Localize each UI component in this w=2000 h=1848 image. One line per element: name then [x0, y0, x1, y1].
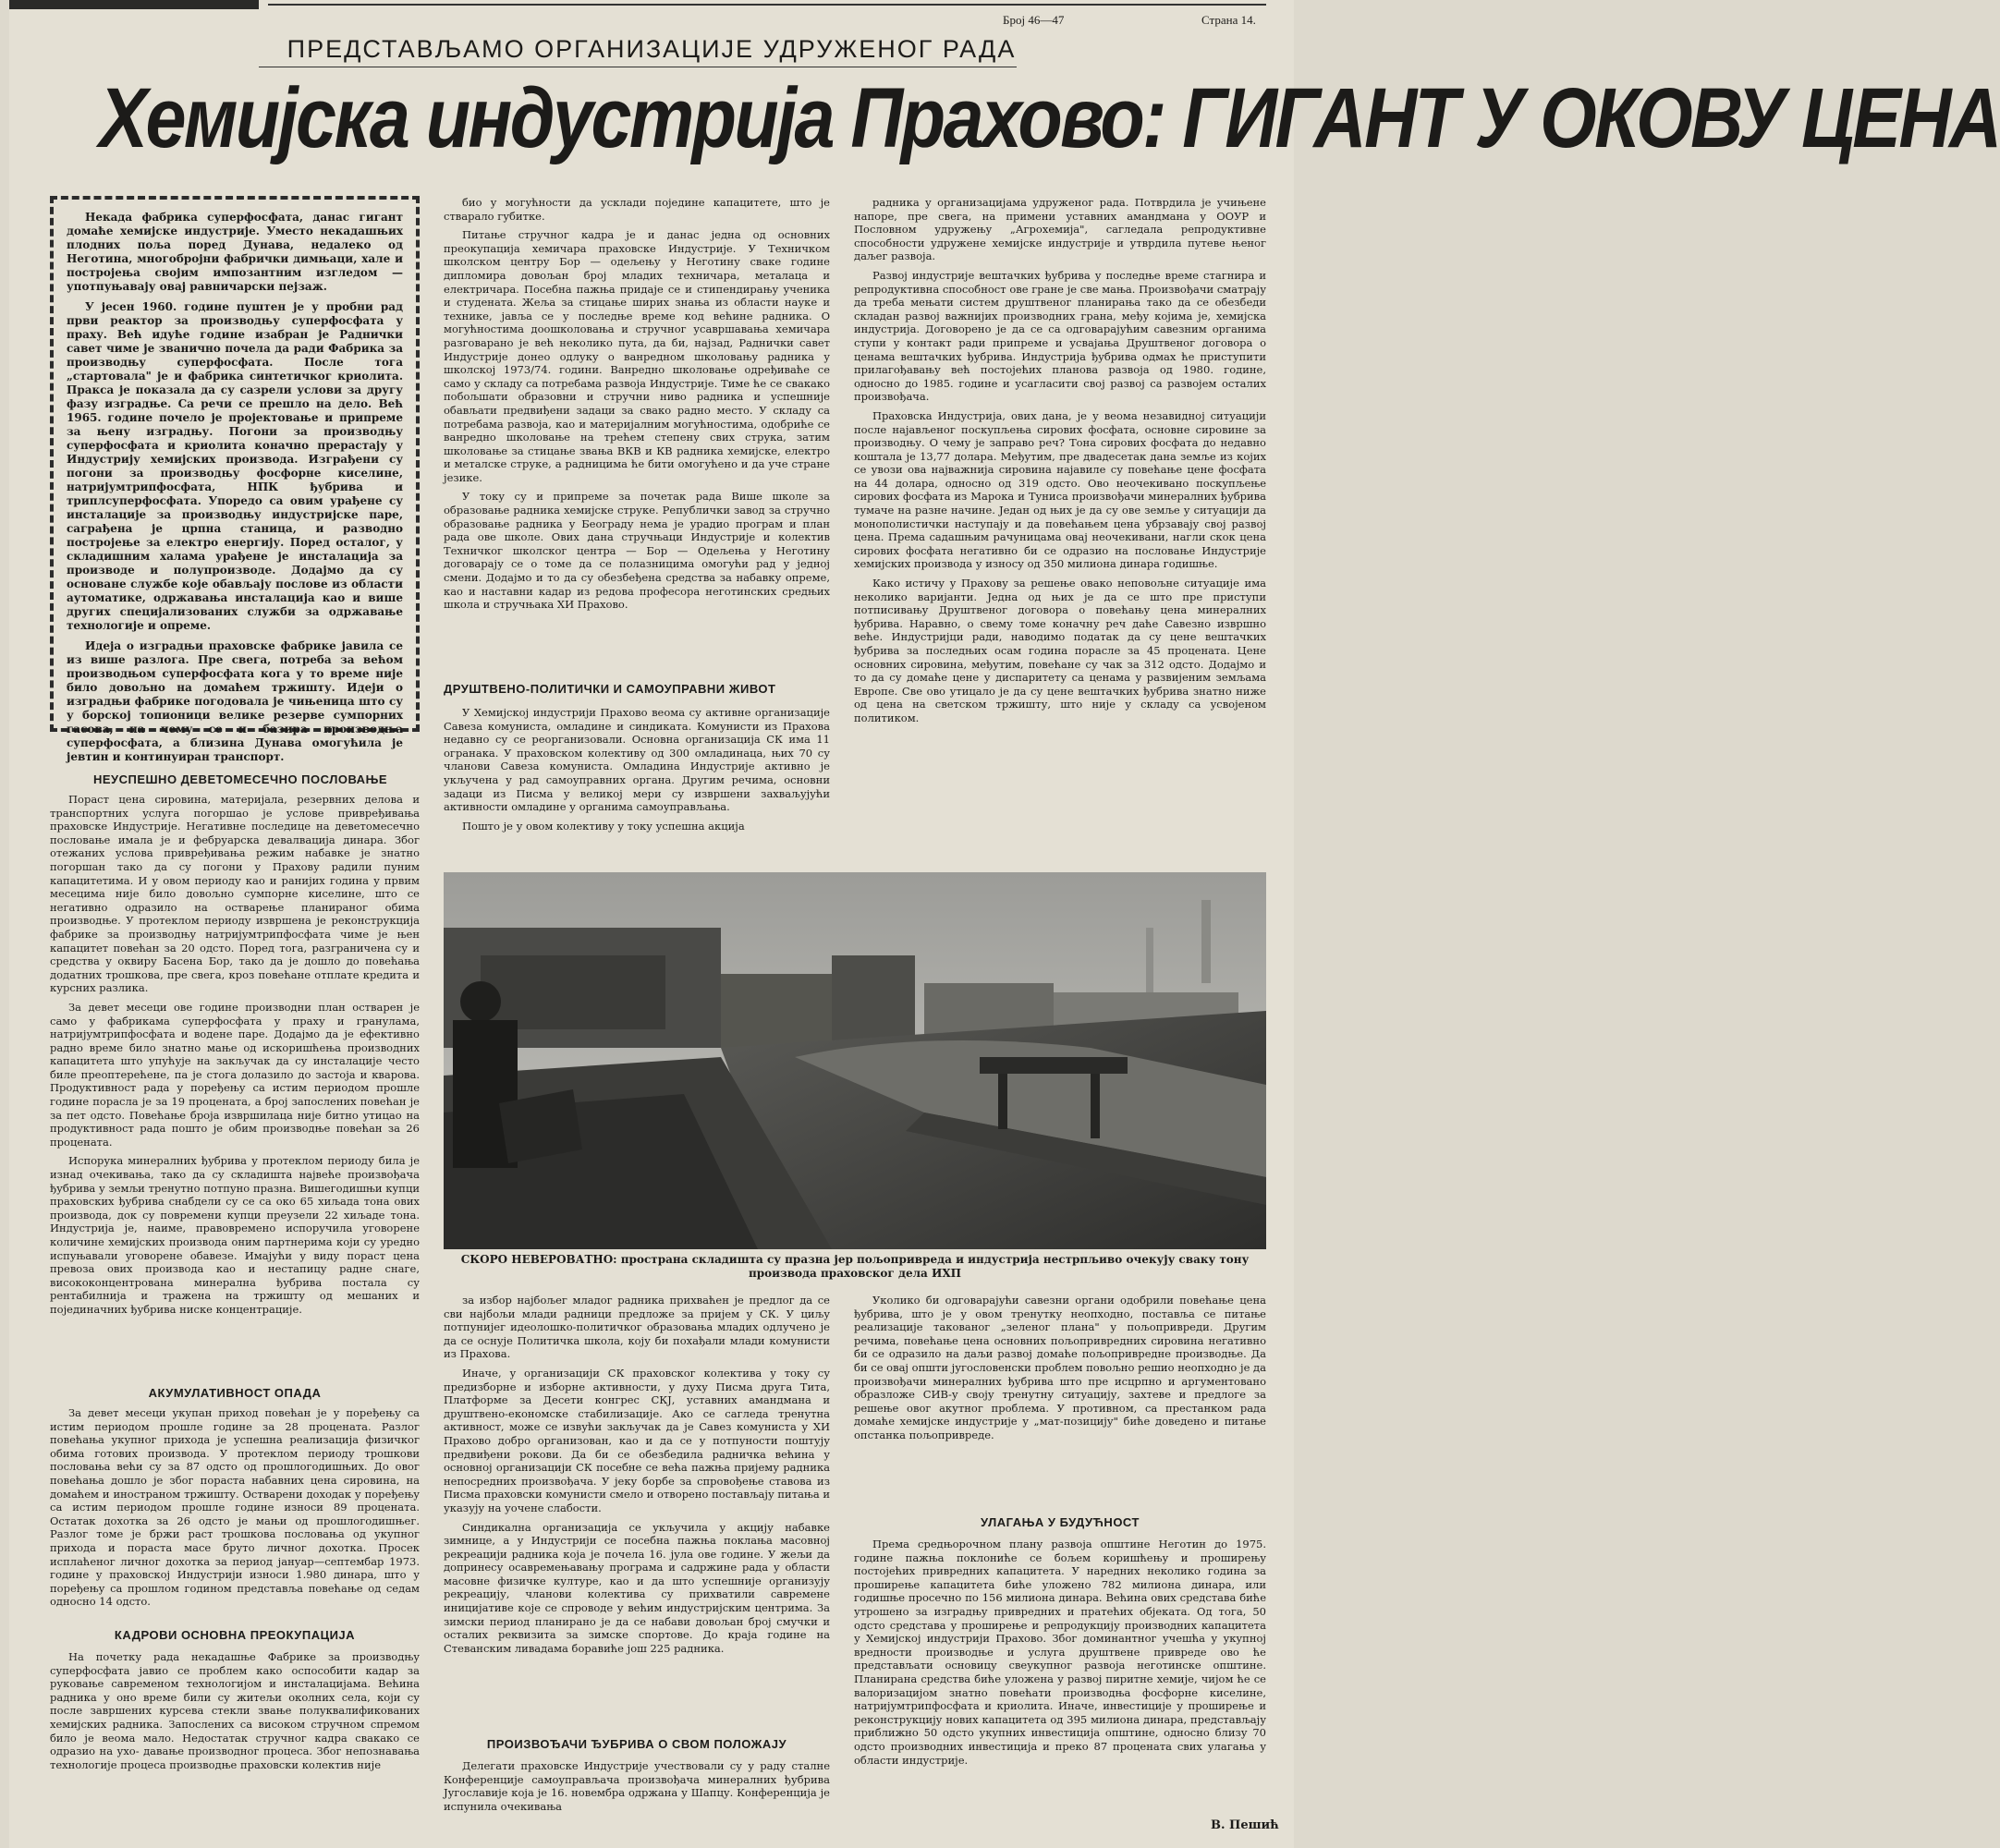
newspaper-page: [9, 0, 2000, 1848]
masthead-rule: [268, 4, 1266, 6]
factory-photo-image: [444, 872, 1266, 1249]
section-heading: НЕУСПЕШНО ДЕВЕТОМЕСЕЧНО ПОСЛОВАЊЕ: [92, 772, 388, 786]
section-heading: КАДРОВИ ОСНОВНА ПРЕОКУПАЦИЈА: [114, 1628, 356, 1642]
column-text: [50, 1650, 420, 1835]
paragraph: Како истичу у Прахову за решење овако неповољне ситуације има неколико варијанти. Једна од њих је да се што пре приступи потписивању Друштвеног договора о повећању цена минералних ђубрива. Наравно, о свему томе коначну реч даће Савезно извршно веће. Индустријци ради, наводимо податак да су цене вештачких ђубрива за последњих осам година порасле за 45 процената. Цене основних сировина, међутим, повећане су чак за 312 одсто. Додајмо и то да су домаће цене у диспаритету са ценама у развијеним земљама Европе. Све ово утицало је да су цене вештачких ђубрива знатно ниже од цена на светском тржишту, што није у складу са усвојеном политиком.: [854, 577, 1266, 724]
headline: Хемијска индустрија Прахово: ГИГАНТ У ОКОВУ ЦЕНА: [99, 71, 2000, 165]
paragraph: Иначе, у организацији СК праховског колектива у току су предизборне и изборне активности, у духу Писма друга Тита, Платформе за Десети конгрес СКЈ, уставних амандмана и друштвено-економске стабилизације. Ако се сагледа тренутна активност, може се извући закључак да је Савез комуниста у ХИ Прахово добро организован, као и да се у потпуности поштују предвиђени рокови. Да би се обезбедила радничка већина у основној организацији СК посебне се већа пажња пријему радника непосредних произвођача. У јеку борбе за спровођење ставова из Писма праховски комунисти смело и отворено постављају питања и указују на уочене слабости.: [444, 1366, 830, 1514]
column-text: [444, 196, 830, 658]
column-text: [444, 1294, 830, 1728]
column-text: [854, 1538, 1266, 1815]
paragraph: Према средњорочном плану развоја општине Неготин до 1975. године пажња поклониће се бољем коришћењу и проширењу постојећих привредних капацитета. У наредних неколико година за проширење капацитета биће уложено 782 милиона динара, или годишње просечно по 156 милиона динара. Већина ових средстава биће утрошено за изградњу привредних и пратећих објеката. Од тога, 50 одсто средстава у проширење и репродукцију производних капацитета у Хемијској индустрији Прахово. Због доминантног учешћа у укупној вредности производње и услуга друштвене привреде ово ће представљати основицу свеукупног развоја неготинске општине. Планирана средства биће уложена у развој пиритне хемије, чијом ће се валоризацијом знатно повећати производња фосфорне киселине, натријумтрипфосфата и криолита. Иначе, инвестиције у проширење и реконструкцију нових капацитета од 395 милиона динара, представљају приближно 50 одсто укупних инвестиција општине, односно близу 70 одсто производних инвестиција и преко 87 процената свих улагања у области индустрије.: [854, 1538, 1266, 1767]
column-text: [444, 1759, 830, 1839]
issue-number: Број 46—47: [1003, 13, 1065, 27]
column-text: [854, 1294, 1266, 1506]
paragraph: За девет месеци ове године производни план остварен је само у фабрикама суперфосфата у праху и гранулама, натријумтрипфосфата и водене паре. Додајмо да је ефективно радно време било знатно мање од искоришћења производних капацитета што упућује на закључак да су инсталације често биле преоптерећене, па је стога долазило до застоја и кварова. Продуктивност рада у поређењу са истим периодом прошле године порасла је за 19 процената, а број запослених повећан је за пет одсто. Повећање броја извршилаца није битно утицао на продуктивност рада пошто је обим производње повећан за 26 процената.: [50, 1000, 420, 1149]
photo-caption: [444, 1253, 1266, 1281]
paragraph: Делегати праховске Индустрије учествовали су у раду сталне Конференције самоуправљача произвођача минералних ђубрива Југославије која је 16. новембра одржана у Шапцу. Конференција је испунила очекивања: [444, 1759, 830, 1813]
paragraph: У току су и припреме за почетак рада Више школе за образовање радника хемијске струке. Републички завод за стручно образовање радника у Београду нема је урадио програм и план рада ове школе. Овиx дана стручњаци Индустрије и колектив Техничког школског центра — Бор — Одељења у Неготину договарају се о томе да се полазницима омогући рад у једној смени. Додајмо и то да су обезбеђена средства за набавку опреме, као и наставни кадар из редова професора неготинских средњих школа и стручњака ХИ Прахово.: [444, 490, 830, 612]
caption-text: пространа складишта су празна јер пољопривреда и индустрија нестрпљиво очекују сваку тону производа праховског дела ИХП: [616, 1253, 1250, 1280]
section-heading: ДРУШТВЕНО-ПОЛИТИЧКИ И САМОУПРАВНИ ЖИВОТ: [444, 682, 776, 696]
paragraph: За девет месеци укупан приход повећан је у поређењу са истим периодом прошле године за 28 процената. Разлог повећања укупног прихода је успешна реализација физичког обима готових производа. У протеклом периоду трошкови пословања већи су за 87 одсто од прошлогодишњих. До овог повећања дошло је због пораста набавних цена сировина, на домаћем и иностраном тржишту. Остварени доходак у поређењу са истим периодом прошле године износи 89 процената. Остатак дохотка за 26 одсто је мањи од прошлогодишњег. Разлог томе је бржи раст трошкова пословања од укупног прихода и пораста масе бруто личног дохотка. Просек исплаћеног личног дохотка за период јануар—септембар 1973. године у праховској Индустрији износи 1.980 динара, што у поређењу са прошлом годином представља повећање од седам односно 14 одсто.: [50, 1406, 420, 1609]
column-text: [854, 196, 1266, 869]
paragraph: био у могућности да усклади поједине капацитете, што је стварало губитке.: [444, 196, 830, 223]
paragraph: Испорука минералних ђубрива у протеклом периоду била је изнад очекивања, тако да су складишта највеће произвођача ђубрива у земљи тренутно потпуно празна. Вишегодишњи купци праховских ђубрива снабдели су се са око 65 хиљада тона ових производа, док су повремени купци преузели 22 хиљаде тона. Индустрија је, наиме, правовремено испоручила уговорене количине хемијских производа оним партнерима који су уредно испуњавали уговорене обавезе. Имајући у виду пораст цена превоза ових производа као и нестапицу радне снаге, висококонцентрована минерална ђубрива постала су рентабилнија и тражена на тржишту од мешаних и појединачних ђубрива ниске концентрације.: [50, 1154, 420, 1316]
paragraph: У Хемијској индустрији Прахово веома су активне организације Савеза комуниста, омладине и синдиката. Комунисти из Прахова недавно су се реорганизовали. Основна организација СК има 11 огранака. У праховском колективу од 300 омладинаца, њих 70 су чланови Савеза комуниста. Омладина Индустрије активно је укључена у рад самоуправних органа. Другим речима, основни задаци из Писма у великој мери су извршени захваљујући активности омладине у органима самоуправљања.: [444, 706, 830, 814]
column-text: [50, 1406, 420, 1609]
paragraph: Синдикална организација се укључила у акцију набавке зимнице, а у Индустрији се посебна пажња поклања масовној рекреацији радника која је почела 16. јула ове године. У жељи да допринесу осавремењавању програма и садржине рада у области масовне физичке културе, као и да што успешније организују рекреацију, чланови колектива су прихватили савремене иницијативе које се спроводе у већим индустријским центрима. За зимски период планирано је да се набави довољан број смучки и осталих реквизита за зимске спортове. До краја године на Стеванским ливадама боравиће још 225 радника.: [444, 1520, 830, 1655]
section-heading: АКУМУЛАТИВНОСТ ОПАДА: [148, 1386, 322, 1400]
caption-lead: СКОРО НЕВЕРОВАТНО:: [460, 1253, 617, 1266]
intro-paragraph: Идеја о изградњи праховске фабрике јавила се из више разлога. Пре свега, потреба за већом производњом суперфосфата кога у то време није било довољно на домаћем тржишту. Идеји о изградњи фабрике погодовала је чињеница што су у борској топионици велике резерве сумпорних гасова, на чему се и базира производња суперфосфата, а близина Дунава омогућила је јевтин и континуиран транспорт.: [67, 639, 403, 763]
masthead-logo: [9, 0, 259, 9]
column-text: [444, 706, 830, 869]
paragraph: Развој индустрије вештачких ђубрива у последње време стагнира и репродуктивна способност ове гране је све мања. Произвођачи сматрају да треба мењати систем друштвеног планирања тако да се обезбеди складан развој важнијих производних грана, међу којима је, хемијска индустрија. Договорено је да се са одговарајућим савезним органима ступи у контакт ради припреме и усвајања Друштвеног договора о ценама вештачких ђубрива. Индустрија ђубрива одмах ће приступити прилагођавању већ постојећих планова развоја од 1980. године, односно до 1985. године и усагласити свој развој са развојем осталих произвођача.: [854, 268, 1266, 404]
intro-paragraph: Некада фабрика суперфосфата, данас гигант домаће хемијске индустрије. Уместо некадашњих плодних поља поред Дунава, недалеко од Неготина, многобројни фабрички димњаци, хале и постројења својим импозантним изгледом — употпуњавају овај равничарски пејзаж.: [67, 211, 403, 293]
page-number: Страна 14.: [1201, 13, 1256, 27]
paragraph: Питање стручног кадра је и данас једна од основних преокупација хемичара праховске Индустрије. У Техничком школском центру Бор — одељењу у Неготину сваке године дипломира довољан број младих техничара, металаца и електричара. Посебна пажња придаје се и стипендирању ученика и студената. Жеља за стицање ширих знања из области науке и технике, јавља се у последње време код већине радника. О могућностима доошколовања и стручног усавршавања хемичара разговарано је већ неколико пута, да би, најзад, Раднички савет Индустрије донео одлуку о ванредном школовању радника у школској 1973/74. години. Ванредно школовање одређиваће се само у складу са потребама развоја Индустрије. Тиме ће се свакако побољшати образовни и стручни ниво радника и успешније обављати предвиђени задаци за свако радно место. У складу са потребама развоја, као и материјалним могућностима, одобриће се ванредно школовање на трећем степену свих струка, затим школовање за стицање звања ВКВ и КВ радника хемијске, електро и металске струке, а радницима ће бити омогућено и да уче стране језике.: [444, 228, 830, 484]
section-kicker: ПРЕДСТАВЉАМО ОРГАНИЗАЦИЈЕ УДРУЖЕНОГ РАДА: [287, 35, 1017, 63]
section-heading: ПРОИЗВОЂАЧИ ЂУБРИВА О СВОМ ПОЛОЖАЈУ: [486, 1737, 787, 1751]
paragraph: Пораст цена сировина, материјала, резервних делова и транспортних услуга погоршао је услове привређивања праховске Индустрије. Негативне последице на деветомесечно пословање имала је и фебруарска девалвација динара. Због отежаних услова привређивања режим набавке је знатно погоршан тако да су погони у Прахову радили пуним капацитетима. И у овом периоду као и ранијих година у првим месецима није било довољно сумпорне киселине, што се негативно одразило на остварење планираног обима производње. У протеклом периоду извршена је реконструкција фабрике за производњу натријумтрипфосфата чиме је њен капацитет повећан за 20 одсто. Поред тога, разграничена су и средства у оквиру Басена Бор, тако да је дошло до повећања додатних трошкова, пре свега, кроз повећане отплате кредита и курсних разлика.: [50, 793, 420, 995]
intro-paragraph: У јесен 1960. године пуштен је у пробни рад први реактор за производњу суперфосфата у праху. Већ идуће године изабран је Раднички савет чиме је званично почела да ради Фабрика за производњу суперфосфата. После тога „стартовала" је и фабрика синтетичког криолита. Пракса је показала да су сазрели услови за другу фазу изградње. Са речи се прешло на дело. Већ 1965. године почело је пројектовање и припреме за њену изградњу. Погони за производњу суперфосфата и криолита коначно прерастају у Индустрију хемијских производа. Изграђени су погони за производњу фосфорне киселине, натријумтрипфосфата, НПК ђубрива и триплсуперфосфата. Упоредо са овим урађене су инсталације за производњу индустријске паре, саграђена је црпна станица, и разводно постројење за електро енергију. Поред осталог, у складишним халама урађене је инсталација за производе и полупроизводе. Додајмо да су основане службе које обављају послове из области аутоматике, одржавања инсталација као и више других специјализованих служби за одржавање технологије и опреме.: [67, 300, 403, 632]
paragraph: радника у организацијама удруженог рада. Потврдила је учињене напоре, пре свега, на примени уставних амандмана у ООУР и Пословном удружењу „Агрохемија", сагледала репродуктивне способности удружене хемијске индустрије и утврдила путеве њеног даљег развоја.: [854, 196, 1266, 263]
paragraph: Уколико би одговарајући савезни органи одобрили повећање цена ђубрива, што је у овом тренутку неопходно, поставља се питање реализације такованог „зеленог плана" у пољопривреди. Другим речима, повећање цена основних пољопривредних сировина негативно би се одразило на даљи развој домаће пољопривредне производње. Да би се овај општи југословенски проблем повољно решио неопходно је да произвођачи минералних ђубрива што пре исцрпно и аргументовано образложе СИВ-у своју тренутну ситуацију, захтеве и предлоге за решење овог акутног проблема. У противном, са престанком рада домаће хемијске индустрије у „мат-позицију" биће доведено и питање опстанка пољопривреде.: [854, 1294, 1266, 1441]
author-signature: В. Пешић: [1211, 1818, 1279, 1832]
section-heading: УЛАГАЊА У БУДУЋНОСТ: [981, 1515, 1140, 1529]
paragraph: за избор најбољег младог радника прихваћен је предлог да се сви најбољи млади радници предложе за пријем у СК. У циљу потпунијег идеолошко-политичког образовања младих одлучено је да се оснује Политичка школа, коју би похађали млади комунисти из Прахова.: [444, 1294, 830, 1361]
intro-box: [50, 196, 420, 763]
paragraph: Пошто је у овом колективу у току успешна акција: [462, 819, 745, 833]
paragraph: На почетку рада некадашње Фабрике за производњу суперфосфата јавио се проблем како оспособити кадар за руковање савременом технологијом и инсталацијама. Већина радника у оно време били су житељи околних села, који су после завршених курсева стекли звање полуквалификованих хемијских радника. Запослених са високом стручном спремом било је веома мало. Недостатак стручног кадра свакако се одразио на ухо- давање производног процеса. Због непознавања технологије процеса производње праховски колектив није: [50, 1650, 420, 1771]
paragraph: Праховска Индустрија, ових дана, је у веома незавидној ситуацији после најављеног поскупљења сирових фосфата, основне сировине за производњу. О чему је заправо реч? Тона сирових фосфата до недавно коштала је 13,77 долара. Међутим, пре двадесетак дана земље из којих се увози ова најважнија сировина најавиле су повећање цене фосфата на 44 долара, односно од 319 одсто. Ово неочекивано поскупљење сирових фосфата из Марока и Туниса произвођачи минералних ђубрива тумаче на разне начине. Један од њих је да су ове земље у ситуацији да монополистички наступају и да повећањем цена убрзавају свој развој цена. Према садашњим рачуницама овај неочекивани, нагли скок цена сирових фосфата негативно би се одразио на пословање Индустрије хемијских производа у износу од 350 милиона динара годишње.: [854, 408, 1266, 571]
factory-photo: [444, 872, 1266, 1249]
column-text: [50, 793, 420, 1316]
